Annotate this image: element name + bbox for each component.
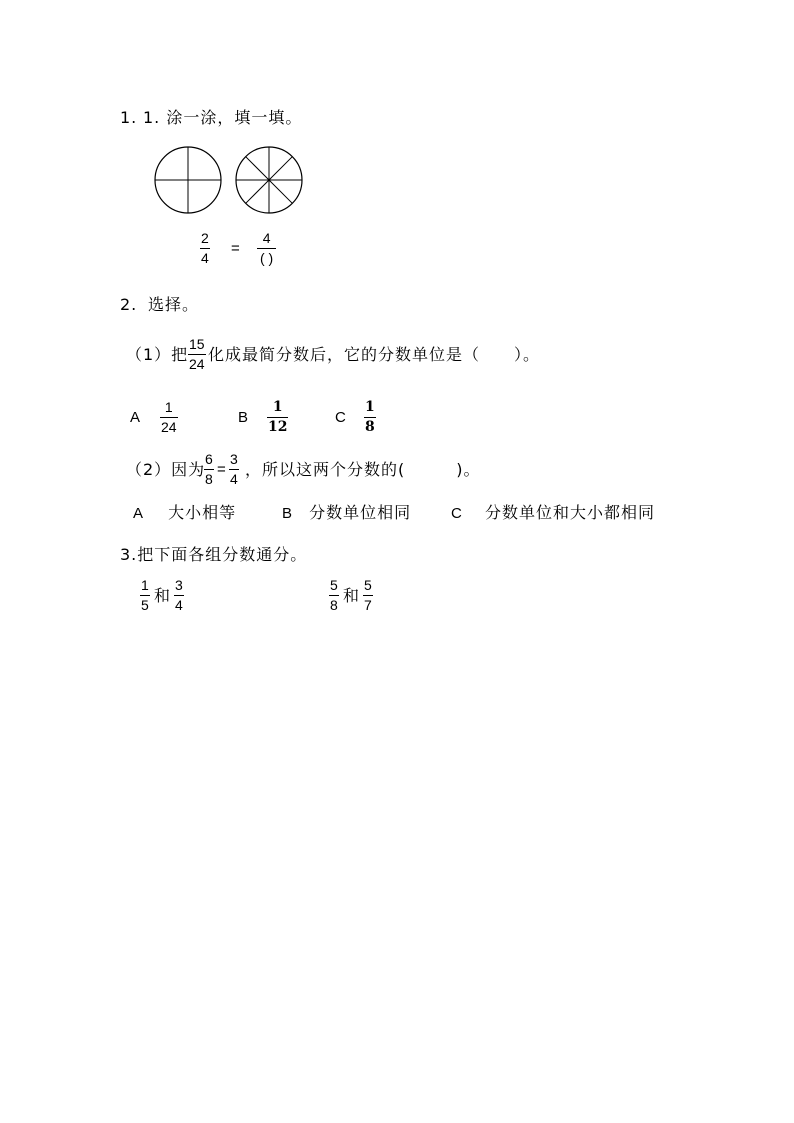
q2-p2-option-c[interactable] xyxy=(451,503,655,524)
q3-group1-and: 和 xyxy=(154,586,171,605)
denominator: 4 xyxy=(175,597,183,613)
option-letter: B xyxy=(282,505,294,522)
circle-quarters xyxy=(155,147,221,213)
q2-title: 选择。 xyxy=(148,295,200,314)
denominator: 5 xyxy=(141,597,149,613)
numerator: 15 xyxy=(189,336,205,352)
numerator: 1 xyxy=(141,577,149,593)
q1-circles xyxy=(150,144,310,218)
q2-p2-suffix: ，所以这两个分数的( )。 xyxy=(245,460,481,479)
circle-eighths[interactable] xyxy=(236,147,302,213)
numerator: 6 xyxy=(205,451,213,467)
q2-p2-equals: = xyxy=(217,461,226,478)
q2-p1-option-b-fraction xyxy=(267,400,288,435)
q1-fraction-left xyxy=(200,231,210,266)
option-letter: A xyxy=(133,505,145,522)
q3-group1-fraction-a xyxy=(140,578,150,613)
denominator: 8 xyxy=(205,471,213,487)
q2-p1-prefix: （1）把 xyxy=(126,345,189,364)
q2-p1-fraction xyxy=(188,337,206,372)
q2-p2-option-b[interactable] xyxy=(282,503,411,524)
q1-fraction-right xyxy=(257,231,276,266)
option-text: 大小相等 xyxy=(168,503,237,522)
q3-group2-and: 和 xyxy=(343,586,360,605)
q2-p2-fraction-1 xyxy=(204,452,214,487)
numerator: 3 xyxy=(175,577,183,593)
q2-p2-fraction-2 xyxy=(229,452,239,487)
q2-p2-option-a[interactable] xyxy=(133,503,236,524)
q2-number: 2. xyxy=(120,295,138,314)
numerator: 5 xyxy=(364,577,372,593)
q1-number: 1. xyxy=(120,108,138,127)
q3-title: 3.把下面各组分数通分。 xyxy=(120,545,308,564)
q3-group2-fraction-a xyxy=(329,578,339,613)
q1-equals: = xyxy=(231,240,240,257)
option-text: 分数单位相同 xyxy=(309,503,412,522)
denominator: 12 xyxy=(268,419,288,435)
answer-blank[interactable]: ( ) xyxy=(257,248,276,266)
denominator: 7 xyxy=(364,597,372,613)
q2-p1-option-a-letter[interactable]: A xyxy=(130,409,141,426)
numerator: 5 xyxy=(330,577,338,593)
denominator: 8 xyxy=(365,419,375,435)
numerator: 1 xyxy=(272,399,283,415)
option-letter: C xyxy=(451,505,463,522)
q1-prompt: 1. 涂一涂，填一填。 xyxy=(143,108,303,127)
q3-group2-fraction-b xyxy=(363,578,373,613)
numerator: 2 xyxy=(201,230,209,246)
numerator: 4 xyxy=(262,230,271,246)
q2-p1-option-c-fraction xyxy=(364,400,376,435)
numerator: 1 xyxy=(164,399,173,415)
numerator: 1 xyxy=(365,399,375,415)
denominator: 4 xyxy=(201,250,209,266)
q2-p1-suffix: 化成最简分数后，它的分数单位是（ ）。 xyxy=(208,345,541,364)
q2-p1-option-a-fraction xyxy=(160,400,178,435)
q2-p1-option-b-letter[interactable]: B xyxy=(238,409,249,426)
q2-p1-option-c-letter[interactable]: C xyxy=(335,409,346,426)
option-text: 分数单位和大小都相同 xyxy=(484,503,655,522)
denominator: 24 xyxy=(189,356,205,372)
denominator: 8 xyxy=(330,597,338,613)
numerator: 3 xyxy=(230,451,238,467)
denominator: 4 xyxy=(230,471,238,487)
q3-group1-fraction-b xyxy=(174,578,184,613)
q2-p2-prefix: （2）因为 xyxy=(126,460,206,479)
denominator: 24 xyxy=(161,419,177,435)
